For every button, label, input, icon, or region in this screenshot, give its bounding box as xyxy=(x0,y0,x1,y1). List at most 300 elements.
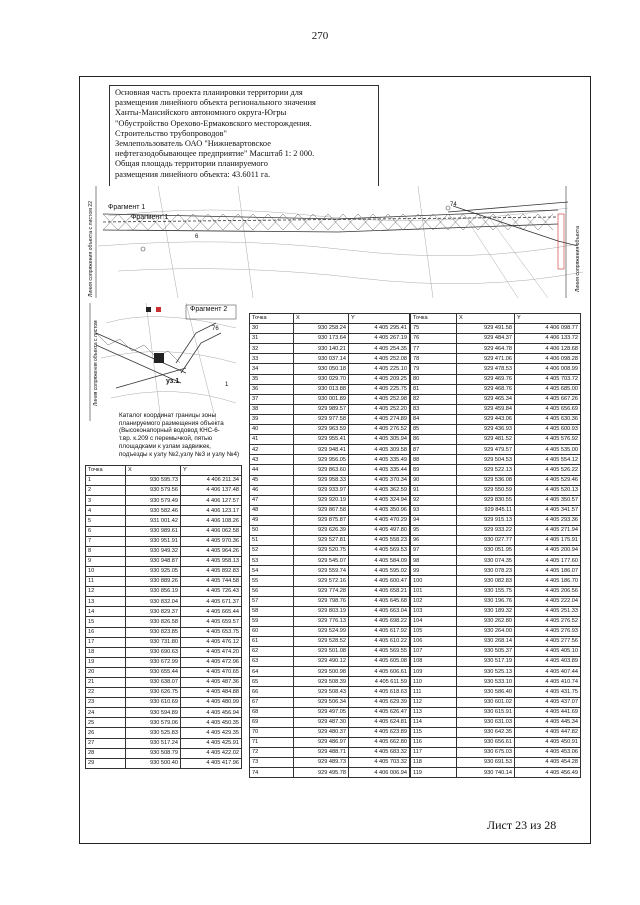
point-cell: 109 xyxy=(411,667,457,677)
x-cell: 929 488.71 xyxy=(294,748,349,758)
x-cell: 929 508.43 xyxy=(294,687,349,697)
coordinates-table-2 xyxy=(249,313,410,778)
table-row xyxy=(250,475,410,485)
title-line: Ханты-Мансийского автономного округа-Югры xyxy=(115,108,287,118)
point-cell: 68 xyxy=(250,707,294,717)
point-cell: 81 xyxy=(411,384,457,394)
table-row xyxy=(411,525,581,535)
x-cell: 930 505.37 xyxy=(457,647,515,657)
y-cell: 4 405 584.09 xyxy=(349,556,410,566)
table-row xyxy=(250,748,410,758)
table-header-row xyxy=(411,314,581,324)
y-cell: 4 406 062.58 xyxy=(181,526,242,536)
catalog-line: подъезды к узлу №2,узлу №3 и узлу №4) xyxy=(119,450,240,458)
x-cell: 929 443.06 xyxy=(457,414,515,424)
y-cell: 4 405 683.32 xyxy=(349,748,410,758)
point-cell: 3 xyxy=(86,496,126,506)
node-label: уз.1 xyxy=(166,378,180,385)
x-cell: 929 830.55 xyxy=(457,495,515,505)
table-row xyxy=(250,384,410,394)
fragment-1-label: Фрагмент 1 xyxy=(131,214,169,221)
point-cell: 9 xyxy=(86,556,126,566)
point-cell: 30 xyxy=(250,324,294,334)
y-cell: 4 405 370.34 xyxy=(349,475,410,485)
table-row xyxy=(250,596,410,606)
table-row xyxy=(250,445,410,455)
point-cell: 90 xyxy=(411,475,457,485)
point-cell: 107 xyxy=(411,647,457,657)
point-cell: 46 xyxy=(250,485,294,495)
x-cell: 929 989.57 xyxy=(294,404,349,414)
point-cell: 116 xyxy=(411,737,457,747)
point-cell: 110 xyxy=(411,677,457,687)
coordinates-table-1 xyxy=(85,465,242,769)
x-cell: 929 487.30 xyxy=(294,717,349,727)
y-cell: 4 405 520.13 xyxy=(515,485,581,495)
x-cell: 930 691.53 xyxy=(457,758,515,768)
point-cell: 118 xyxy=(411,758,457,768)
point-cell: 112 xyxy=(411,697,457,707)
x-cell: 929 491.58 xyxy=(457,324,515,334)
point-cell: 72 xyxy=(250,748,294,758)
y-cell: 4 405 276.52 xyxy=(515,616,581,626)
right-line-label: Линия сопряжения объекта xyxy=(575,225,581,292)
point-cell: 95 xyxy=(411,525,457,535)
x-cell: 929 479.57 xyxy=(457,445,515,455)
catalog-caption xyxy=(119,412,249,458)
point-cell: 84 xyxy=(411,414,457,424)
x-cell: 930 638.07 xyxy=(126,677,181,687)
x-cell: 930 078.23 xyxy=(457,566,515,576)
table-row xyxy=(411,394,581,404)
column-header: X xyxy=(294,314,349,324)
point-cell: 88 xyxy=(411,455,457,465)
x-cell: 930 173.64 xyxy=(294,334,349,344)
point-cell: 26 xyxy=(86,728,126,738)
fragment-2-map xyxy=(86,303,240,421)
x-cell: 930 533.10 xyxy=(457,677,515,687)
x-cell: 930 517.19 xyxy=(457,657,515,667)
point-cell: 108 xyxy=(411,657,457,667)
point-cell: 89 xyxy=(411,465,457,475)
x-cell: 929 486.97 xyxy=(294,737,349,747)
x-cell: 930 656.61 xyxy=(457,737,515,747)
point-cell: 93 xyxy=(411,505,457,515)
point-cell: 20 xyxy=(86,667,126,677)
point-cell: 92 xyxy=(411,495,457,505)
x-cell: 930 829.37 xyxy=(126,607,181,617)
y-cell: 4 405 293.36 xyxy=(515,515,581,525)
y-cell: 4 405 476.12 xyxy=(181,637,242,647)
y-cell: 4 405 703.32 xyxy=(349,758,410,768)
point-cell: 45 xyxy=(250,475,294,485)
x-cell: 930 579.56 xyxy=(126,486,181,496)
point-cell: 13 xyxy=(86,597,126,607)
table-row xyxy=(86,708,242,718)
table-row xyxy=(411,626,581,636)
x-cell: 929 481.52 xyxy=(457,435,515,445)
coordinates-table-3 xyxy=(410,313,581,778)
y-cell: 4 406 128.68 xyxy=(515,344,581,354)
table-row xyxy=(86,647,242,657)
table-row xyxy=(411,748,581,758)
title-line: Основная часть проекта планировки территории для xyxy=(115,88,303,97)
y-cell: 4 405 470.29 xyxy=(349,515,410,525)
table-row xyxy=(411,495,581,505)
column-header: X xyxy=(457,314,515,324)
point-cell: 21 xyxy=(86,677,126,687)
x-cell: 930 155.75 xyxy=(457,586,515,596)
point-cell: 48 xyxy=(250,505,294,515)
title-line: Общая площадь территории планируемого xyxy=(115,159,268,169)
point-cell: 66 xyxy=(250,687,294,697)
y-cell: 4 405 350.57 xyxy=(515,495,581,505)
table-row xyxy=(411,667,581,677)
point-cell: 41 xyxy=(250,435,294,445)
x-cell: 929 528.52 xyxy=(294,637,349,647)
column-header: Точка xyxy=(250,314,294,324)
table-row xyxy=(411,586,581,596)
x-cell: 930 889.26 xyxy=(126,577,181,587)
point-cell: 86 xyxy=(411,435,457,445)
y-cell: 4 406 127.57 xyxy=(181,496,242,506)
point-cell: 65 xyxy=(250,677,294,687)
table-row xyxy=(411,556,581,566)
y-cell: 4 406 006.94 xyxy=(349,768,410,778)
x-cell: 929 497.05 xyxy=(294,707,349,717)
table-row xyxy=(250,707,410,717)
y-cell: 4 405 629.39 xyxy=(349,697,410,707)
x-cell: 930 525.83 xyxy=(126,728,181,738)
point-cell: 85 xyxy=(411,425,457,435)
x-cell: 929 478.53 xyxy=(457,364,515,374)
point-cell: 106 xyxy=(411,637,457,647)
x-cell: 930 601.02 xyxy=(457,697,515,707)
x-cell: 931 001.42 xyxy=(126,516,181,526)
x-cell: 929 436.93 xyxy=(457,425,515,435)
y-cell: 4 405 252.20 xyxy=(349,404,410,414)
y-cell: 4 405 267.19 xyxy=(349,334,410,344)
y-cell: 4 406 137.48 xyxy=(181,486,242,496)
table-row xyxy=(250,626,410,636)
x-cell: 929 875.87 xyxy=(294,515,349,525)
x-cell: 930 989.61 xyxy=(126,526,181,536)
table-row xyxy=(411,404,581,414)
y-cell: 4 405 744.58 xyxy=(181,577,242,587)
y-cell: 4 405 558.23 xyxy=(349,536,410,546)
y-cell: 4 405 454.28 xyxy=(515,758,581,768)
point-cell: 47 xyxy=(250,495,294,505)
point-cell: 80 xyxy=(411,374,457,384)
table-row xyxy=(411,364,581,374)
point-cell: 73 xyxy=(250,758,294,768)
table-row xyxy=(411,445,581,455)
table-row xyxy=(411,485,581,495)
x-cell: 929 489.73 xyxy=(294,758,349,768)
table-row xyxy=(86,496,242,506)
point-cell: 117 xyxy=(411,748,457,758)
point-cell: 14 xyxy=(86,607,126,617)
table-row xyxy=(250,717,410,727)
y-cell: 4 405 698.22 xyxy=(349,616,410,626)
x-cell: 930 268.14 xyxy=(457,637,515,647)
y-cell: 4 405 309.58 xyxy=(349,445,410,455)
y-cell: 4 405 576.92 xyxy=(515,435,581,445)
y-cell: 4 405 225.10 xyxy=(349,364,410,374)
y-cell: 4 405 200.94 xyxy=(515,546,581,556)
table-row xyxy=(250,414,410,424)
x-cell: 930 672.99 xyxy=(126,657,181,667)
y-cell: 4 405 305.94 xyxy=(349,435,410,445)
fragment-1-label: Фрагмент 1 xyxy=(108,204,146,211)
y-cell: 4 405 958.13 xyxy=(181,556,242,566)
y-cell: 4 405 529.46 xyxy=(515,475,581,485)
table-row xyxy=(86,556,242,566)
point-cell: 76 xyxy=(411,334,457,344)
x-cell: 929 495.78 xyxy=(294,768,349,778)
table-row xyxy=(86,587,242,597)
table-row xyxy=(250,647,410,657)
table-row xyxy=(411,374,581,384)
y-cell: 4 405 624.81 xyxy=(349,717,410,727)
table-row xyxy=(250,677,410,687)
y-cell: 4 405 623.89 xyxy=(349,727,410,737)
point-cell: 18 xyxy=(86,647,126,657)
point-cell: 87 xyxy=(411,445,457,455)
point-cell: 69 xyxy=(250,717,294,727)
x-cell: 930 579.49 xyxy=(126,496,181,506)
x-cell: 929 845.11 xyxy=(457,505,515,515)
x-cell: 929 955.41 xyxy=(294,435,349,445)
x-cell: 930 675.03 xyxy=(457,748,515,758)
point-cell: 97 xyxy=(411,546,457,556)
point-cell: 8 xyxy=(86,546,126,556)
table-row xyxy=(250,334,410,344)
table-row xyxy=(411,515,581,525)
table-row xyxy=(250,697,410,707)
small-line-label: Линия сопряжения объекта с листом xyxy=(93,320,99,406)
x-cell: 929 948.41 xyxy=(294,445,349,455)
table-row xyxy=(250,616,410,626)
table-row xyxy=(86,657,242,667)
point-cell: 49 xyxy=(250,515,294,525)
point-cell: 67 xyxy=(250,697,294,707)
point-cell: 114 xyxy=(411,717,457,727)
table-row xyxy=(250,768,410,778)
table-row xyxy=(250,657,410,667)
table-row xyxy=(250,576,410,586)
table-row xyxy=(86,728,242,738)
x-cell: 930 642.35 xyxy=(457,727,515,737)
table-row xyxy=(86,486,242,496)
x-cell: 929 863.60 xyxy=(294,465,349,475)
point-cell: 111 xyxy=(411,687,457,697)
point-cell: 100 xyxy=(411,576,457,586)
table-row xyxy=(250,425,410,435)
point-cell: 56 xyxy=(250,586,294,596)
x-cell: 929 500.98 xyxy=(294,667,349,677)
x-cell: 930 027.77 xyxy=(457,536,515,546)
point-cell: 104 xyxy=(411,616,457,626)
point-cell: 40 xyxy=(250,425,294,435)
y-cell: 4 405 450.35 xyxy=(181,718,242,728)
table-row xyxy=(411,344,581,354)
y-cell: 4 405 222.04 xyxy=(515,596,581,606)
x-cell: 930 655.44 xyxy=(126,667,181,677)
point-cell: 19 xyxy=(86,657,126,667)
point-cell: 55 xyxy=(250,576,294,586)
x-cell: 929 536.08 xyxy=(457,475,515,485)
x-cell: 929 920.19 xyxy=(294,495,349,505)
point-label: 6 xyxy=(195,234,199,240)
x-cell: 929 459.84 xyxy=(457,404,515,414)
x-cell: 930 948.87 xyxy=(126,556,181,566)
y-cell: 4 405 497.80 xyxy=(349,525,410,535)
table-row xyxy=(411,697,581,707)
x-cell: 930 037.14 xyxy=(294,354,349,364)
point-cell: 61 xyxy=(250,637,294,647)
y-cell: 4 405 422.02 xyxy=(181,748,242,758)
fragment-2-label: Фрагмент 2 xyxy=(190,306,228,313)
point-cell: 35 xyxy=(250,374,294,384)
column-header: Точка xyxy=(411,314,457,324)
point-cell: 33 xyxy=(250,354,294,364)
catalog-line: т.вр. к.209 с перемычкой, пятью xyxy=(119,435,213,443)
point-cell: 31 xyxy=(250,334,294,344)
y-cell: 4 406 108.26 xyxy=(181,516,242,526)
y-cell: 4 405 274.89 xyxy=(349,414,410,424)
y-cell: 4 405 554.12 xyxy=(515,455,581,465)
x-cell: 930 925.05 xyxy=(126,566,181,576)
table-row xyxy=(250,546,410,556)
x-cell: 930 517.24 xyxy=(126,738,181,748)
y-cell: 4 405 437.07 xyxy=(515,697,581,707)
table-row xyxy=(86,516,242,526)
title-line: нефтегазодобывающее предприятие" Масштаб 1: 2 000. xyxy=(115,149,315,159)
y-cell: 4 405 630.36 xyxy=(515,414,581,424)
table-row xyxy=(250,758,410,768)
node-marker xyxy=(156,307,161,312)
y-cell: 4 405 600.93 xyxy=(515,425,581,435)
table-row xyxy=(411,687,581,697)
x-cell: 929 867.58 xyxy=(294,505,349,515)
table-row xyxy=(86,607,242,617)
y-cell: 4 405 964.26 xyxy=(181,546,242,556)
y-cell: 4 406 098.77 xyxy=(515,324,581,334)
point-cell: 1 xyxy=(86,476,126,486)
table-row xyxy=(411,425,581,435)
point-cell: 7 xyxy=(86,536,126,546)
y-cell: 4 405 703.72 xyxy=(515,374,581,384)
catalog-line: (Высоконапорный водовод КНС-6- xyxy=(119,427,220,435)
y-cell: 4 405 645.68 xyxy=(349,596,410,606)
y-cell: 4 405 453.06 xyxy=(515,748,581,758)
point-cell: 51 xyxy=(250,536,294,546)
point-cell: 59 xyxy=(250,616,294,626)
table-row xyxy=(250,606,410,616)
y-cell: 4 405 535.00 xyxy=(515,445,581,455)
y-cell: 4 405 403.89 xyxy=(515,657,581,667)
table-row xyxy=(411,455,581,465)
x-cell: 930 508.79 xyxy=(126,748,181,758)
table-row xyxy=(411,505,581,515)
table-row xyxy=(411,616,581,626)
title-line: Строительство трубопроводов" xyxy=(115,128,227,138)
point-cell: 39 xyxy=(250,414,294,424)
table-row xyxy=(86,627,242,637)
point-cell: 12 xyxy=(86,587,126,597)
table-row xyxy=(411,768,581,778)
point-cell: 57 xyxy=(250,596,294,606)
table-row xyxy=(86,617,242,627)
x-cell: 929 469.76 xyxy=(457,374,515,384)
y-cell: 4 405 472.96 xyxy=(181,657,242,667)
sheet-number: Лист 23 из 28 xyxy=(487,818,557,832)
x-cell: 930 140.21 xyxy=(294,344,349,354)
point-cell: 37 xyxy=(250,394,294,404)
y-cell: 4 405 685.00 xyxy=(515,384,581,394)
table-row xyxy=(411,707,581,717)
x-cell: 929 464.78 xyxy=(457,344,515,354)
point-cell: 58 xyxy=(250,606,294,616)
table-row xyxy=(86,566,242,576)
y-cell: 4 405 671.37 xyxy=(181,597,242,607)
table-row xyxy=(250,525,410,535)
title-block xyxy=(109,85,379,193)
y-cell: 4 405 600.47 xyxy=(349,576,410,586)
table-row xyxy=(411,475,581,485)
table-row xyxy=(250,586,410,596)
y-cell: 4 405 295.41 xyxy=(349,324,410,334)
x-cell: 929 572.16 xyxy=(294,576,349,586)
y-cell: 4 405 487.36 xyxy=(181,677,242,687)
point-cell: 115 xyxy=(411,727,457,737)
table-row xyxy=(250,495,410,505)
x-cell: 930 586.40 xyxy=(457,687,515,697)
table-row xyxy=(86,758,242,768)
contour-lines xyxy=(101,303,236,421)
point-cell: 94 xyxy=(411,515,457,525)
point-cell: 2 xyxy=(86,486,126,496)
x-cell: 930 525.13 xyxy=(457,667,515,677)
table-row xyxy=(86,688,242,698)
x-cell: 930 196.76 xyxy=(457,596,515,606)
y-cell: 4 405 417.96 xyxy=(181,758,242,768)
point-cell: 50 xyxy=(250,525,294,535)
table-row xyxy=(411,657,581,667)
point-cell: 101 xyxy=(411,586,457,596)
y-cell: 4 405 569.53 xyxy=(349,546,410,556)
y-cell: 4 405 663.04 xyxy=(349,606,410,616)
x-cell: 929 798.76 xyxy=(294,596,349,606)
y-cell: 4 405 659.57 xyxy=(181,617,242,627)
x-cell: 929 803.19 xyxy=(294,606,349,616)
table-row xyxy=(250,404,410,414)
table-row xyxy=(411,576,581,586)
table-row xyxy=(411,324,581,334)
x-cell: 929 559.74 xyxy=(294,566,349,576)
title-line: Землепользователь ОАО "Нижневартовское xyxy=(115,139,271,149)
table-row xyxy=(411,465,581,475)
point-cell: 23 xyxy=(86,698,126,708)
y-cell: 4 405 350.96 xyxy=(349,505,410,515)
y-cell: 4 406 211.34 xyxy=(181,476,242,486)
x-cell: 930 258.24 xyxy=(294,324,349,334)
x-cell: 930 951.91 xyxy=(126,536,181,546)
point-cell: 29 xyxy=(86,758,126,768)
x-cell: 930 051.95 xyxy=(457,546,515,556)
y-cell: 4 405 618.63 xyxy=(349,687,410,697)
